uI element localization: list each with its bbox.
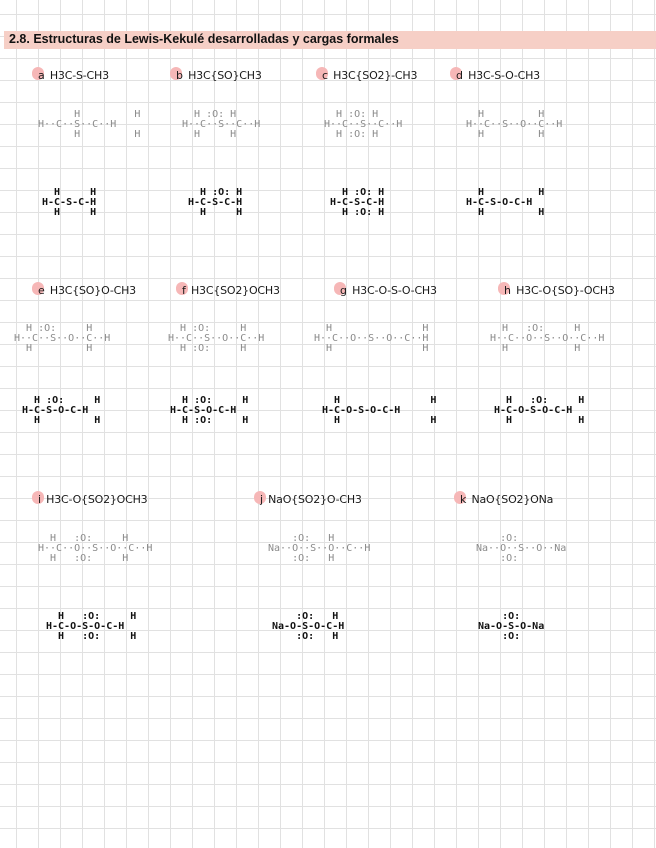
- lewis-structure-b: H :O: H H··C··S··C··H H H: [182, 109, 261, 140]
- exercise-title-c: [320, 69, 417, 82]
- exercise-title-k: [458, 493, 553, 506]
- exercise-formula: H3C-S-CH3: [49, 69, 109, 82]
- kekule-structure-g: H H H-C-O-S-O-C-H H H: [322, 395, 437, 426]
- exercise-title-i: [36, 493, 148, 506]
- kekule-structure-c: H :O: H H-C-S-C-H H :O: H: [330, 187, 385, 218]
- exercise-label: c: [322, 69, 328, 82]
- lewis-structure-j: :O: H Na··O··S··O··C··H :O: H: [268, 533, 371, 564]
- kekule-structure-k: :O: Na-O-S-O-Na :O:: [478, 611, 545, 642]
- exercise-title-h: [502, 284, 615, 297]
- exercise-label: f: [182, 284, 186, 297]
- exercise-formula: H3C{SO}CH3: [188, 69, 262, 82]
- exercise-label: b: [176, 69, 183, 82]
- exercise-formula: H3C{SO2}-CH3: [333, 69, 418, 82]
- exercise-title-b: [174, 69, 262, 82]
- lewis-structure-f: H :O: H H··C··S··O··C··H H :O: H: [168, 323, 265, 354]
- kekule-structure-b: H :O: H H-C-S-C-H H H: [188, 187, 243, 218]
- exercise-title-e: [36, 284, 136, 297]
- exercise-label: g: [340, 284, 347, 297]
- lewis-structure-a: H H H··C··S··C··H H H: [38, 109, 141, 140]
- kekule-structure-d: H H H-C-S-O-C-H H H: [466, 187, 545, 218]
- lewis-structure-c: H :O: H H··C··S··C··H H :O: H: [324, 109, 403, 140]
- kekule-structure-j: :O: H Na-O-S-O-C-H :O: H: [272, 611, 345, 642]
- lewis-structure-h: H :O: H H··C··O··S··O··C··H H H: [490, 323, 605, 354]
- kekule-structure-h: H :O: H H-C-O-S-O-C-H H H: [494, 395, 585, 426]
- exercise-formula: NaO{SO2}ONa: [471, 493, 554, 506]
- exercise-formula: H3C-O{SO}-OCH3: [516, 284, 615, 297]
- lewis-structure-g: H H H··C··O··S··O··C··H H H: [314, 323, 429, 354]
- exercise-title-f: [180, 284, 280, 297]
- exercise-label: a: [38, 69, 45, 82]
- exercise-formula: H3C-S-O-CH3: [468, 69, 540, 82]
- exercise-formula: H3C{SO}O-CH3: [49, 284, 136, 297]
- exercise-label: d: [456, 69, 463, 82]
- kekule-structure-e: H :O: H H-C-S-O-C-H H H: [22, 395, 101, 426]
- lewis-structure-k: :O: Na··O··S··O··Na :O:: [476, 533, 567, 564]
- kekule-structure-i: H :O: H H-C-O-S-O-C-H H :O: H: [46, 611, 137, 642]
- exercise-formula: NaO{SO2}O-CH3: [268, 493, 362, 506]
- exercise-label: k: [460, 493, 467, 506]
- section-header: [4, 31, 656, 49]
- lewis-structure-e: H :O: H H··C··S··O··C··H H H: [14, 323, 111, 354]
- exercise-label: e: [38, 284, 45, 297]
- exercise-title-a: [36, 69, 109, 82]
- exercise-formula: H3C-O-S-O-CH3: [352, 284, 437, 297]
- section-title: 2.8. Estructuras de Lewis-Kekulé desarrolladas y cargas formales: [9, 32, 399, 46]
- exercise-title-j: [258, 493, 362, 506]
- lewis-structure-d: H H H··C··S··O··C··H H H: [466, 109, 563, 140]
- exercise-title-g: [338, 284, 437, 297]
- lewis-structure-i: H :O: H H··C··O··S··O··C··H H :O: H: [38, 533, 153, 564]
- kekule-structure-f: H :O: H H-C-S-O-C-H H :O: H: [170, 395, 249, 426]
- exercise-formula: H3C{SO2}OCH3: [190, 284, 280, 297]
- exercise-label: j: [260, 493, 263, 506]
- exercise-label: h: [504, 284, 511, 297]
- exercise-formula: H3C-O{SO2}OCH3: [46, 493, 148, 506]
- kekule-structure-a: H H H-C-S-C-H H H: [42, 187, 97, 218]
- exercise-label: i: [38, 493, 41, 506]
- exercise-title-d: [454, 69, 540, 82]
